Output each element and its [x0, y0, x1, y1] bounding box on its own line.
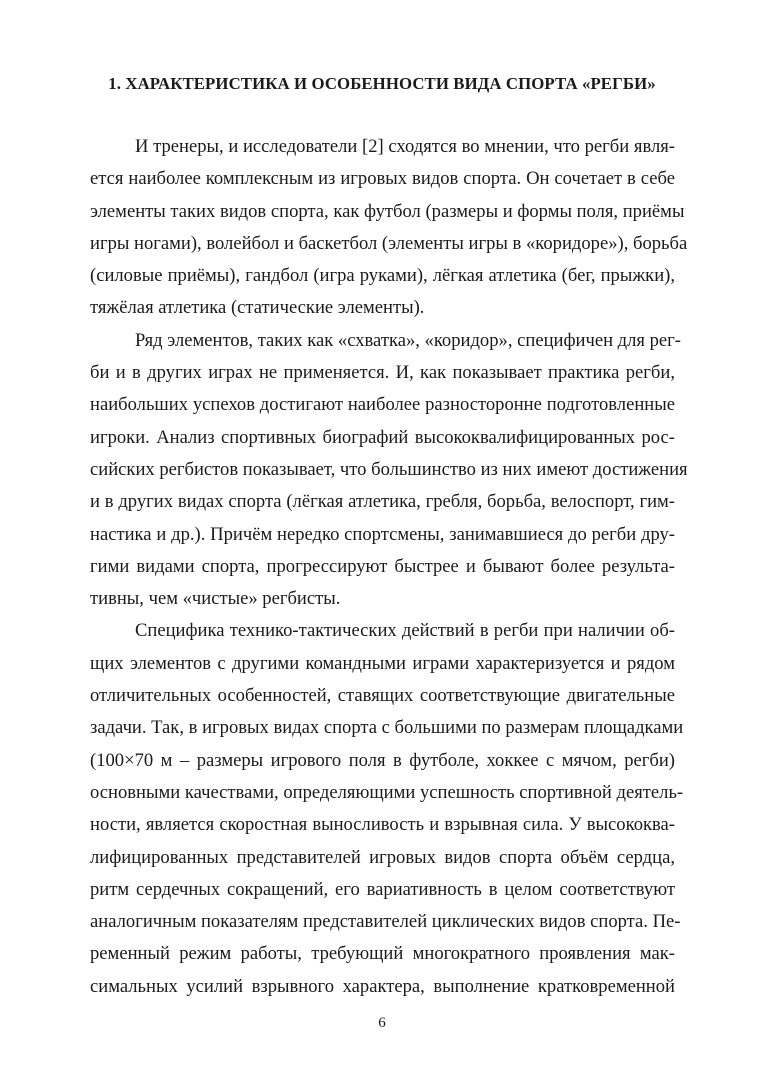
- text-line: наибольших успехов достигают наиболее разносторонне подготовленные: [90, 394, 675, 416]
- paragraph: [90, 325, 688, 616]
- paragraph: [90, 615, 684, 1003]
- text-line: И тренеры, и исследователи [2] сходятся во мнении, что регби явля-: [135, 136, 675, 157]
- text-line: настика и др.). Причём нередко спортсмены, занимавшиеся до регби дру-: [90, 523, 675, 545]
- text-line: симальных усилий взрывного характера, выполнение кратковременной: [90, 975, 675, 997]
- paragraph: [90, 131, 688, 325]
- text-line: ется наиболее комплексным из игровых видов спорта. Он сочетает в себе: [90, 168, 675, 190]
- text-line: гими видами спорта, прогрессируют быстрее и бывают более результа-: [90, 555, 675, 577]
- body-text: [90, 131, 688, 1003]
- text-line: задачи. Так, в игровых видах спорта с большими по размерам площадками: [90, 717, 684, 739]
- text-line: отличительных особенностей, ставящих соответствующие двигательные: [90, 685, 675, 707]
- text-line: ритм сердечных сокращений, его вариативность в целом соответствуют: [90, 878, 675, 900]
- text-line: элементы таких видов спорта, как футбол (размеры и формы поля, приёмы: [90, 200, 685, 222]
- text-line: лифицированных представителей игровых видов спорта объём сердца,: [90, 846, 675, 868]
- text-line: (100×70 м – размеры игрового поля в футболе, хоккее с мячом, регби): [90, 749, 675, 771]
- text-line: основными качествами, определяющими успешность спортивной деятель-: [90, 781, 684, 803]
- text-line: аналогичным показателям представителей циклических видов спорта. Пе-: [90, 911, 681, 933]
- text-line: и в других видах спорта (лёгкая атлетика, гребля, борьба, велоспорт, гим-: [90, 491, 675, 513]
- text-line: Специфика технико-тактических действий в регби при наличии об-: [135, 620, 675, 642]
- text-line: Ряд элементов, таких как «схватка», «коридор», специфичен для рег-: [135, 329, 681, 351]
- text-line: игры ногами), волейбол и баскетбол (элементы игры в «коридоре»), борьба: [90, 232, 688, 254]
- text-line: сийских регбистов показывает, что большинство из них имеют достижения: [90, 458, 688, 480]
- text-line: игроки. Анализ спортивных биографий высококвалифицированных рос-: [90, 426, 675, 448]
- text-line: щих элементов с другими командными играми характеризуется и рядом: [90, 652, 675, 674]
- text-line: (силовые приёмы), гандбол (игра руками), лёгкая атлетика (бег, прыжки),: [90, 265, 675, 287]
- page-number: 6: [378, 1015, 386, 1031]
- text-line: ности, является скоростная выносливость и взрывная сила. У высококва-: [90, 814, 675, 836]
- section-heading: 1. ХАРАКТЕРИСТИКА И ОСОБЕННОСТИ ВИДА СПОРТА «РЕГБИ»: [108, 74, 656, 93]
- text-line: тивны, чем «чистые» регбисты.: [90, 588, 341, 610]
- text-line: тяжёлая атлетика (статические элементы).: [90, 297, 425, 319]
- text-line: би и в других играх не применяется. И, как показывает практика регби,: [90, 362, 675, 384]
- text-line: ременный режим работы, требующий многократного проявления мак-: [90, 943, 675, 965]
